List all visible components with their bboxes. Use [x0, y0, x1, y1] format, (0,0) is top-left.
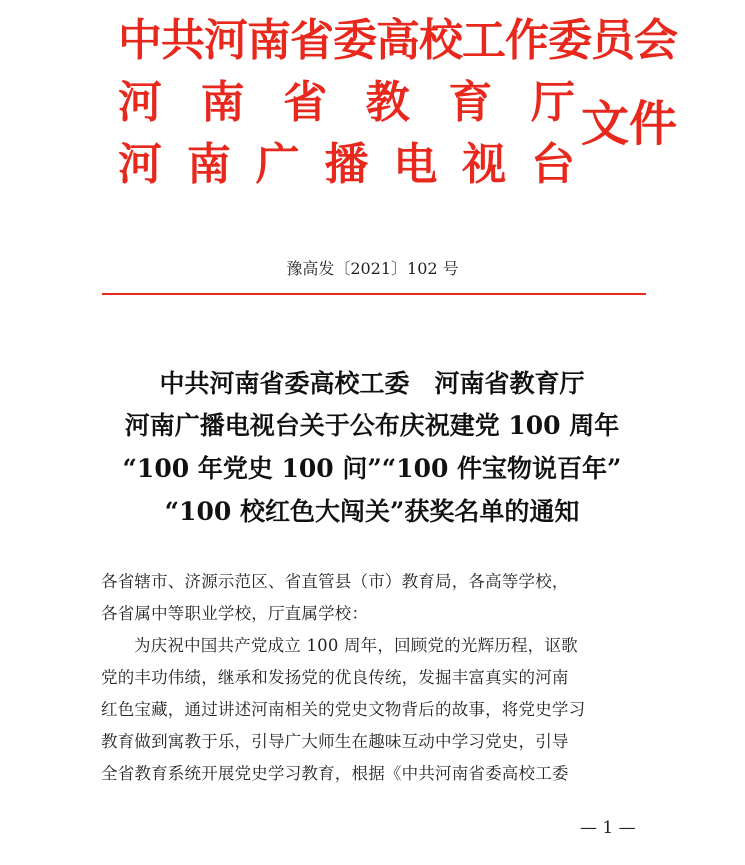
paragraph-line: 为庆祝中国共产党成立 100 周年，回顾党的光辉历程，讴歌 [134, 636, 578, 655]
issuer-char: 台 [530, 139, 575, 190]
issuer-char: 省 [283, 77, 328, 128]
paragraph-line: 红色宝藏，通过讲述河南相关的党史文物背后的故事，将党史学习 [101, 700, 586, 719]
issuer-name-1: 中共河南省委高校工作委员会 [118, 15, 677, 66]
title-line-4: “100 校红色大闯关”获奖名单的通知 [164, 497, 580, 526]
title-line-1: 中共河南省委高校工委 河南省教育厅 [159, 369, 585, 398]
issuer-char: 河 [118, 77, 162, 128]
paragraph-line: 党的丰功伟绩，继承和发扬党的优良传统，发掘丰富真实的河南 [101, 668, 569, 687]
red-divider [102, 293, 646, 295]
issuer-char: 厅 [530, 77, 575, 128]
paragraph-line: 教育做到寓教于乐，引导广大师生在趣味互动中学习党史，引导 [101, 732, 569, 751]
issuer-char: 育 [448, 77, 493, 128]
title-line-2: 河南广播电视台关于公布庆祝建党 100 周年 [124, 411, 620, 440]
issuer-char: 电 [393, 139, 438, 190]
issuer-char: 河 [118, 139, 162, 190]
page-number: — 1 — [580, 818, 636, 838]
issuer-char: 南 [200, 77, 245, 128]
issuer-char: 广 [255, 139, 300, 190]
paragraph-line: 全省教育系统开展党史学习教育，根据《中共河南省委高校工委 [101, 764, 569, 783]
document-number: 豫高发〔2021〕102 号 [286, 259, 459, 278]
recipients-line-2: 各省属中等职业学校，厅直属学校： [101, 604, 369, 623]
issuer-line-3 [118, 140, 575, 190]
document-label: 文件 [581, 96, 678, 152]
issuer-char: 视 [462, 139, 507, 190]
issuer-char: 教 [365, 77, 410, 128]
title-line-3: “100 年党史 100 问”“100 件宝物说百年” [122, 454, 622, 483]
issuer-line-2 [118, 78, 575, 128]
issuer-char: 南 [186, 139, 231, 190]
issuer-char: 播 [324, 139, 369, 190]
issuer-line-1 [118, 15, 677, 66]
recipients-line-1: 各省辖市、济源示范区、省直管县（市）教育局，各高等学校， [101, 572, 569, 591]
